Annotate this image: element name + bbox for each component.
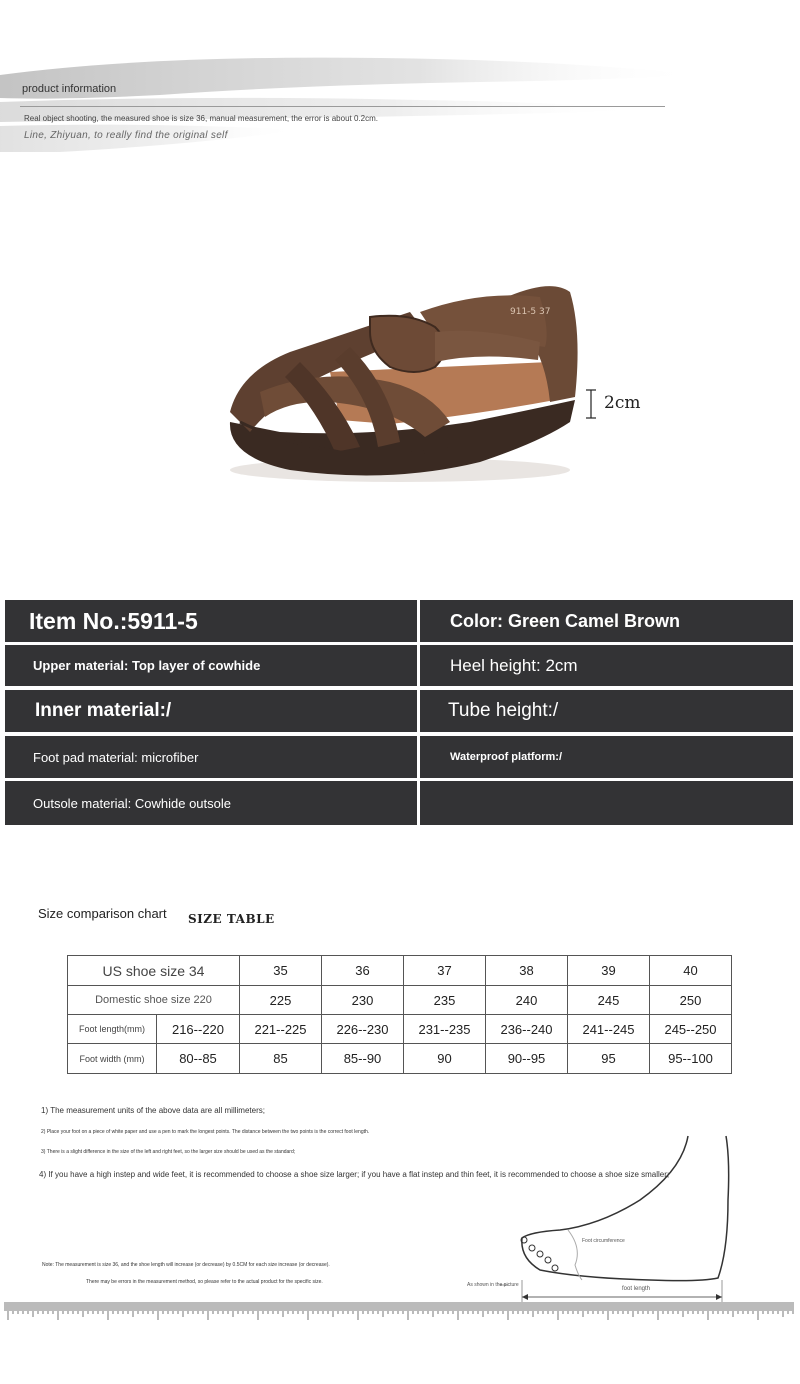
size-cell: 85 [240,1044,322,1074]
heel-height: Heel height: 2cm [420,645,793,686]
size-cell: 216--220 [157,1015,240,1044]
heel-height-label: 2cm [604,393,641,413]
size-cell: Foot length(mm) [68,1015,157,1044]
note-4: 4) If you have a high instep and wide feet, it is recommended to choose a shoe size larger; if you have a flat instep and thin feet, it is recommended to choose a shoe size smaller; [39,1170,670,1179]
size-row-us [68,956,732,986]
size-cell: Domestic shoe size 220 [68,986,240,1015]
upper-material: Upper material: Top layer of cowhide [5,645,417,686]
foot-pad-material: Foot pad material: microfiber [5,736,417,778]
foot-length-label: foot length [622,1286,651,1292]
size-row-domestic [68,986,732,1015]
size-cell: Foot width (mm) [68,1044,157,1074]
as-shown-label: As shown in the picture [467,1282,519,1288]
color-info: Color: Green Camel Brown [420,600,793,642]
ruler-strip [4,1302,794,1326]
size-cell: 235 [404,986,486,1015]
size-cell: 90--95 [486,1044,568,1074]
size-cell: 240 [486,986,568,1015]
info-row-3 [5,690,793,732]
size-chart-subtitle: SIZE TABLE [188,912,275,926]
note-3: 3) There is a slight difference in the size of the left and right feet, so the larger size should be used as the standard; [41,1149,296,1155]
size-cell: 85--90 [322,1044,404,1074]
size-cell: 35 [240,956,322,986]
note-6: There may be errors in the measurement method, so please refer to the actual product for the specific size. [86,1279,323,1285]
size-cell: 230 [322,986,404,1015]
inner-material: Inner material:/ [5,690,417,732]
size-cell: 245 [568,986,650,1015]
header-slogan: Line, Zhiyuan, to really find the original self [24,130,228,141]
info-row-1 [5,600,793,642]
item-number: Item No.:5911-5 [5,600,417,642]
shoe-size-stamp: 911-5 37 [510,307,551,317]
size-cell: 39 [568,956,650,986]
size-cell: 95--100 [650,1044,732,1074]
product-photo-sandal [220,272,590,492]
size-cell: 221--225 [240,1015,322,1044]
size-table [67,955,732,1074]
brush-stroke-banner [0,40,720,170]
info-row-4 [5,736,793,778]
outsole-material: Outsole material: Cowhide outsole [5,781,417,825]
size-cell: 225 [240,986,322,1015]
size-cell: 226--230 [322,1015,404,1044]
size-cell: 241--245 [568,1015,650,1044]
note-1: 1) The measurement units of the above data are all millimeters; [41,1106,265,1115]
note-5: Note: The measurement is size 36, and the shoe length will increase (or decrease) by 0.5CM for each size increase (or decrease). [42,1262,330,1268]
size-row-length [68,1015,732,1044]
size-cell: 250 [650,986,732,1015]
size-cell: 36 [322,956,404,986]
header-title: product information [22,83,117,95]
header-divider [20,106,665,107]
size-cell: 95 [568,1044,650,1074]
size-cell: 236--240 [486,1015,568,1044]
info-row-2 [5,645,793,686]
waterproof-platform: Waterproof platform:/ [420,736,793,778]
heel-height-marker [584,389,598,419]
size-cell: 90 [404,1044,486,1074]
header-note: Real object shooting, the measured shoe is size 36, manual measurement, the error is about 0.2cm. [24,114,378,123]
empty-cell [420,781,793,825]
size-cell: 80--85 [157,1044,240,1074]
size-cell: US shoe size 34 [68,956,240,986]
size-cell: 40 [650,956,732,986]
size-cell: 245--250 [650,1015,732,1044]
size-chart-title: Size comparison chart [38,906,167,921]
size-cell: 38 [486,956,568,986]
tube-height: Tube height:/ [420,690,793,732]
info-row-5 [5,781,793,825]
size-cell: 37 [404,956,486,986]
note-2: 2) Place your foot on a piece of white paper and use a pen to mark the longest points. The distance between the two points is the correct foot length. [41,1129,370,1135]
size-cell: 231--235 [404,1015,486,1044]
size-row-width [68,1044,732,1074]
foot-circumference-label: Foot circumference [582,1238,625,1244]
